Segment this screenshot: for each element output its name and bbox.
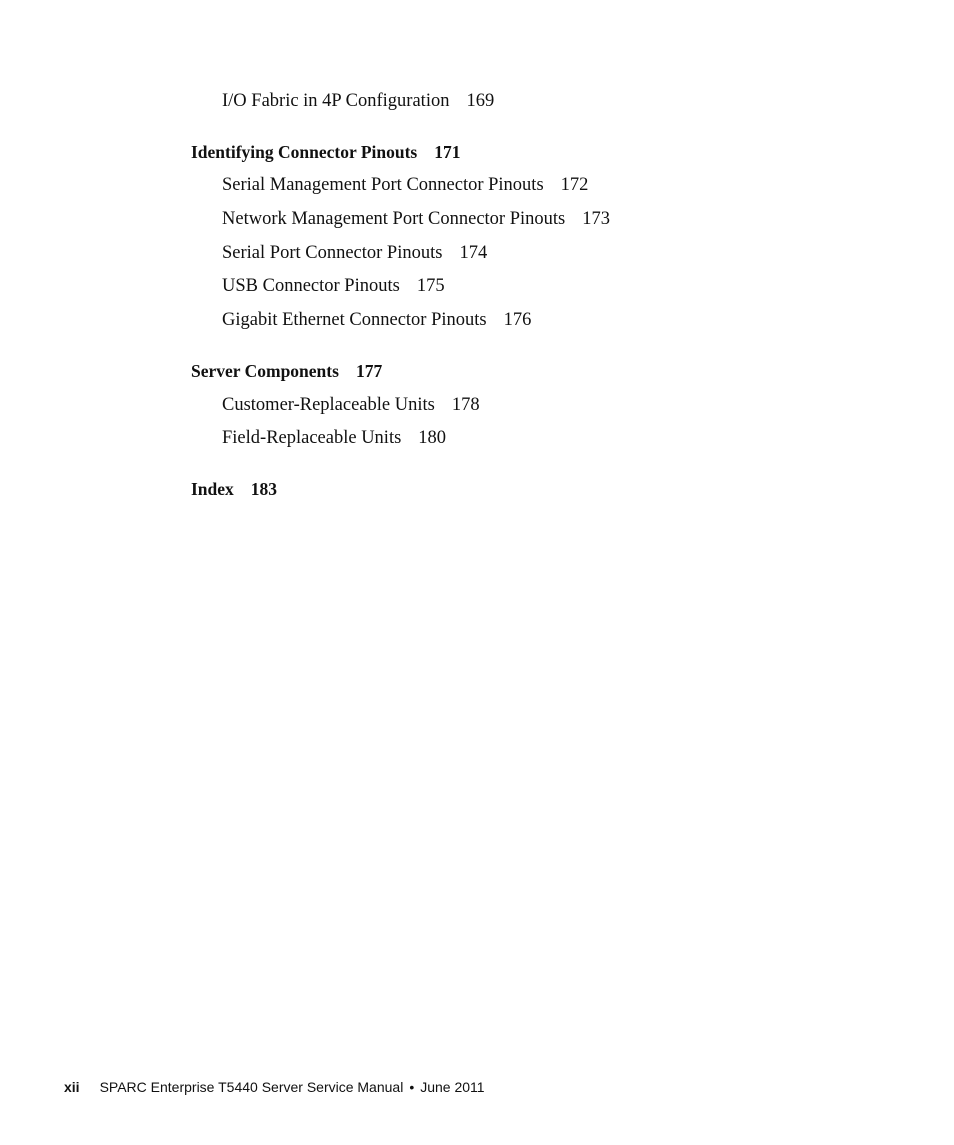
toc-entry-page: 174	[459, 243, 488, 263]
toc-entry-page: 176	[503, 310, 532, 330]
toc-entry[interactable]	[222, 311, 531, 330]
toc-entry-title: Identifying Connector Pinouts	[191, 142, 418, 162]
page-number: xii	[64, 1079, 80, 1095]
toc-entry[interactable]	[222, 92, 494, 111]
toc-section-heading[interactable]	[191, 144, 460, 162]
toc-entry-title: Gigabit Ethernet Connector Pinouts	[222, 310, 487, 330]
toc-entry[interactable]	[222, 244, 487, 263]
toc-entry-page: 175	[416, 276, 445, 296]
toc-entry[interactable]	[222, 210, 610, 229]
toc-entry[interactable]	[222, 277, 445, 296]
toc-entry-page: 173	[582, 209, 610, 229]
toc-entry-title: USB Connector Pinouts	[222, 276, 400, 296]
toc-entry-title: Customer-Replaceable Units	[222, 395, 435, 415]
toc-section-heading[interactable]	[191, 363, 382, 381]
toc-section-heading[interactable]	[191, 481, 277, 499]
toc-entry-title: Serial Port Connector Pinouts	[222, 243, 443, 263]
bullet-separator: •	[409, 1079, 415, 1095]
toc-entry-page: 171	[434, 142, 461, 162]
toc-entry-title: Index	[191, 479, 234, 499]
toc-entry-title: Network Management Port Connector Pinouts	[222, 209, 566, 229]
toc-entry-page: 172	[560, 175, 589, 195]
toc-entry-page: 180	[418, 428, 447, 448]
toc-entry-page: 183	[250, 479, 278, 499]
manual-title: SPARC Enterprise T5440 Server Service Manual	[99, 1079, 404, 1095]
toc-entry[interactable]	[222, 396, 480, 415]
toc-entry-title: Field-Replaceable Units	[222, 428, 402, 448]
publication-date: June 2011	[420, 1079, 485, 1095]
toc-entry-title: I/O Fabric in 4P Configuration	[222, 91, 450, 111]
page-footer	[64, 1079, 485, 1095]
toc-entry-title: Server Components	[191, 361, 339, 381]
toc-entry-page: 177	[355, 361, 383, 381]
toc-entry-page: 178	[451, 395, 480, 415]
toc-entry-page: 169	[466, 91, 495, 111]
toc-entry-title: Serial Management Port Connector Pinouts	[222, 175, 544, 195]
toc-entry[interactable]	[222, 429, 446, 448]
toc-entry[interactable]	[222, 176, 588, 195]
